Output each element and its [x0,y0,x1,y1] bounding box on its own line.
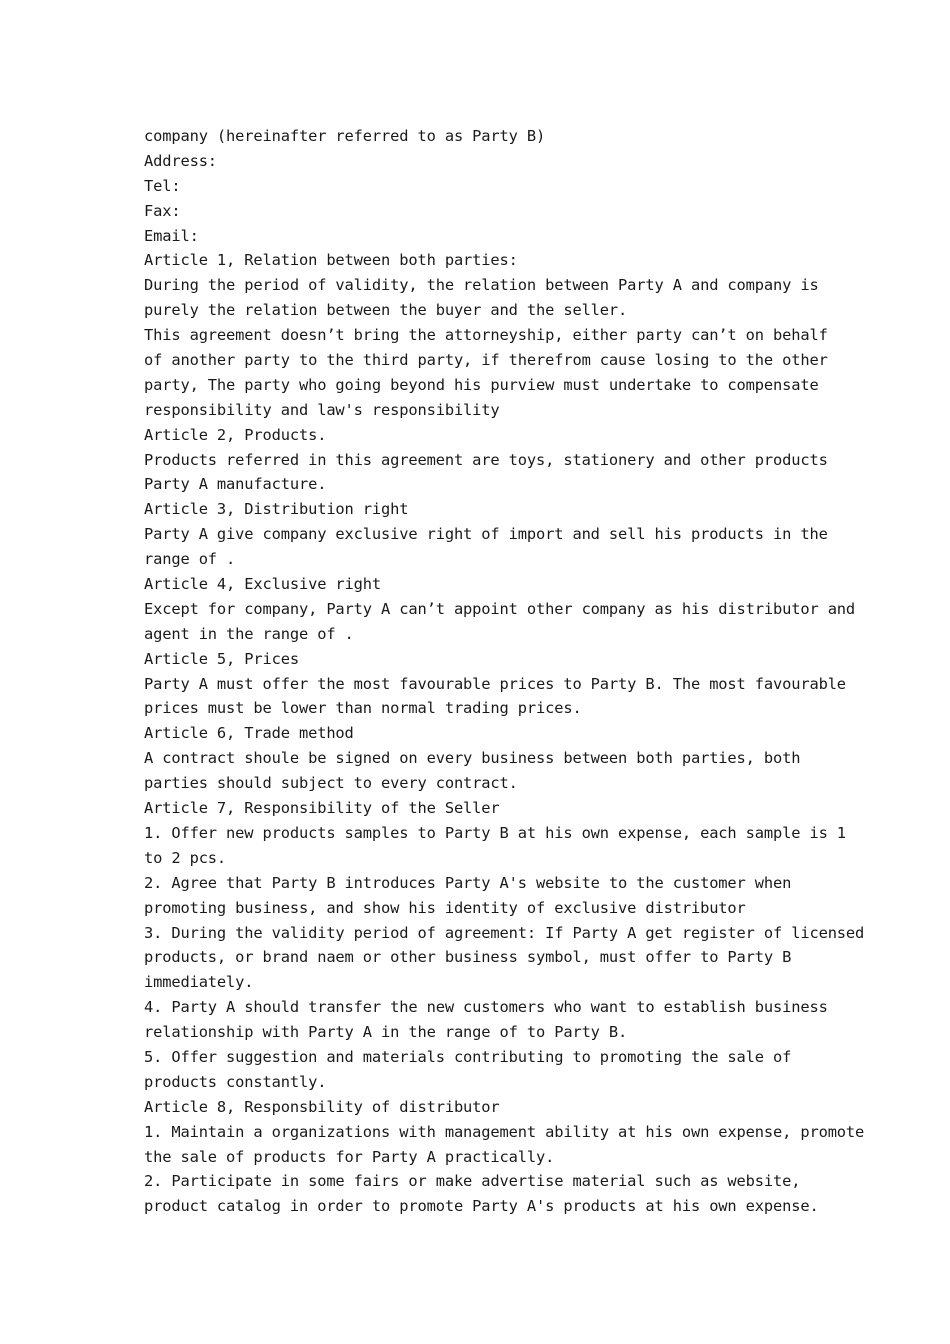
text-line: to 2 pcs. [144,848,227,867]
address-line: Address: [144,151,217,170]
list-item: 4. Party A should transfer the new customers who want to establish business [144,998,828,1017]
list-item: 2. Participate in some fairs or make advertise material such as website, [144,1172,801,1191]
text-line: the sale of products for Party A practically. [144,1147,555,1166]
list-item: 1. Maintain a organizations with management ability at his own expense, promote [144,1122,865,1141]
text-line: Party A give company exclusive right of import and sell his products in the [144,525,828,544]
text-line: parties should subject to every contract. [144,774,518,793]
text-line: Party A must offer the most favourable prices to Party B. The most favourable [144,674,846,693]
list-item: 5. Offer suggestion and materials contributing to promoting the sale of [144,1047,792,1066]
party-b-line: company (hereinafter referred to as Party B) [144,127,546,145]
text-line: product catalog in order to promote Party A's products at his own expense. [144,1197,819,1216]
text-line: purely the relation between the buyer and the seller. [144,301,628,320]
article-5-heading: Article 5, Prices [144,649,299,668]
article-8-heading: Article 8, Responsbility of distributor [144,1097,500,1116]
email-line: Email: [144,226,199,245]
document-body [144,124,865,1219]
list-item: 3. During the validity period of agreement: If Party A get register of licensed [144,923,865,942]
text-line: promoting business, and show his identity of exclusive distributor [144,898,746,917]
tel-line: Tel: [144,176,181,195]
text-line: relationship with Party A in the range of to Party B. [144,1023,628,1042]
fax-line: Fax: [144,201,181,220]
text-line: of another party to the third party, if therefrom cause losing to the other [144,351,828,370]
text-line: products constantly. [144,1072,327,1091]
text-line: range of . [144,550,236,569]
text-line: party, The party who going beyond his purview must undertake to compensate [144,375,819,394]
article-1-heading: Article 1, Relation between both parties: [144,251,518,270]
text-line: responsibility and law's responsibility [144,400,500,419]
list-item: 1. Offer new products samples to Party B at his own expense, each sample is 1 [144,823,846,842]
article-2-heading: Article 2, Products. [144,425,327,444]
article-7-heading: Article 7, Responsibility of the Seller [144,799,500,818]
text-line: During the period of validity, the relation between Party A and company is [144,276,819,295]
article-4-heading: Article 4, Exclusive right [144,575,382,594]
text-line: agent in the range of . [144,624,354,643]
text-line: Products referred in this agreement are toys, stationery and other products [144,450,828,469]
list-item: 2. Agree that Party B introduces Party A's website to the customer when [144,873,792,892]
text-line: immediately. [144,973,254,992]
text-line: prices must be lower than normal trading prices. [144,699,582,718]
text-line: products, or brand naem or other business symbol, must offer to Party B [144,948,792,967]
text-line: Party A manufacture. [144,475,327,494]
article-6-heading: Article 6, Trade method [144,724,354,743]
article-3-heading: Article 3, Distribution right [144,500,409,519]
text-line: A contract shoule be signed on every business between both parties, both [144,749,801,768]
text-line: Except for company, Party A can’t appoint other company as his distributor and [144,599,856,618]
text-line: This agreement doesn’t bring the attorneyship, either party can’t on behalf [144,326,828,345]
